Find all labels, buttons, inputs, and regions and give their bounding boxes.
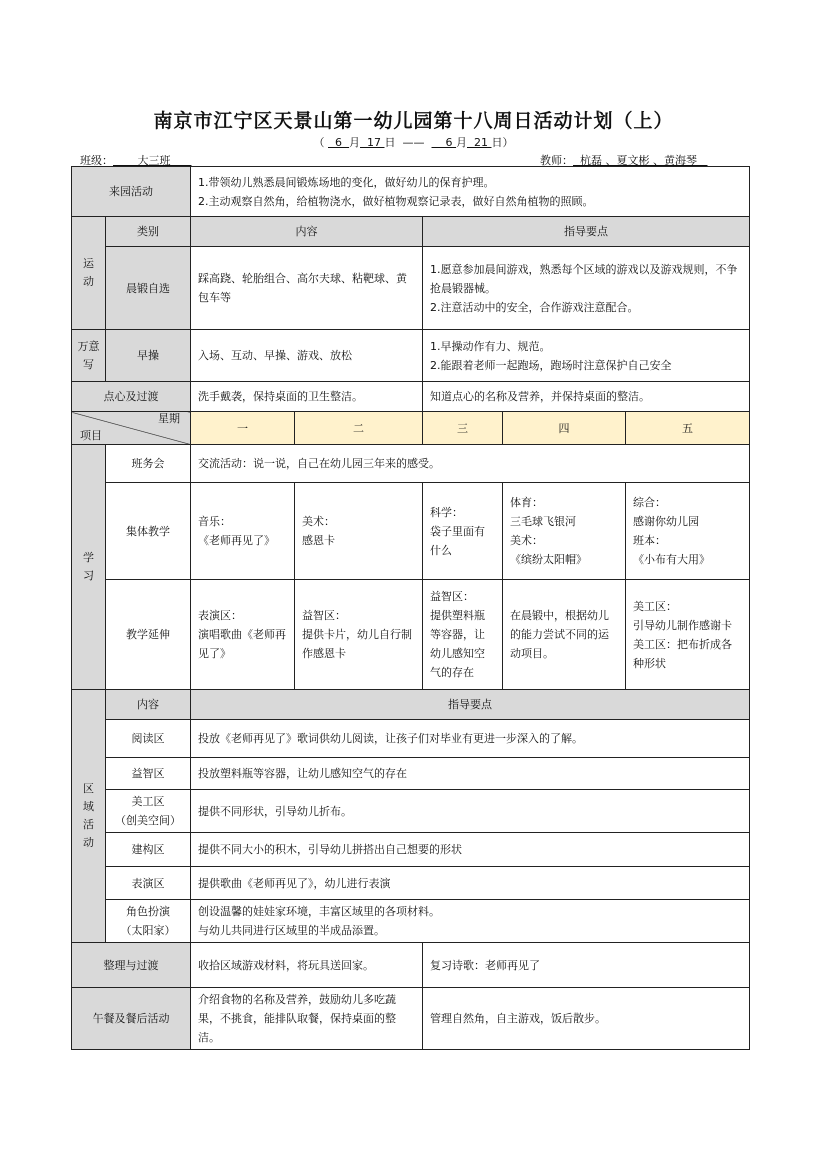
sport-category: 晨锻自选 [106, 247, 191, 330]
group-teaching-cell: 科学： 袋子里面有什么 [423, 483, 503, 580]
morning-content: 入场、互动、早操、游戏、放松 [191, 330, 423, 382]
col-content: 内容 [191, 217, 423, 247]
page-title: 南京市江宁区天景山第一幼儿园第十八周日活动计划（上） [153, 110, 674, 132]
group-teaching-label: 集体教学 [106, 483, 191, 580]
week-corner-header: 星期 项目 [72, 412, 191, 445]
area-text: 提供不同大小的积木，引导幼儿拼搭出自己想要的形状 [191, 833, 750, 867]
area-name: 阅读区 [106, 720, 191, 758]
morning-section-label: 万意 写 [72, 330, 106, 382]
areas-col-points: 指导要点 [191, 690, 750, 720]
areas-section-label: 区 域 活 动 [72, 690, 106, 943]
day-header: 三 [423, 412, 503, 445]
extension-cell: 益智区： 提供卡片，幼儿自行制作感恩卡 [295, 580, 423, 690]
sport-points: 1.愿意参加晨间游戏，熟悉每个区域的游戏以及游戏规则，不争抢晨锻器械。 2.注意活动中的安全，合作游戏注意配合。 [423, 247, 750, 330]
teacher-info: 教师： 杭磊 、夏文彬 、黄海琴 [540, 154, 697, 167]
sport-content: 踩高跷、轮胎组合、高尔夫球、粘靶球、黄包车等 [191, 247, 423, 330]
group-teaching-cell: 美术： 感恩卡 [295, 483, 423, 580]
study-section-label: 学 习 [72, 445, 106, 690]
area-text: 投放塑料瓶等容器，让幼儿感知空气的存在 [191, 758, 750, 790]
snack-label: 点心及过渡 [72, 382, 191, 412]
sport-section-label: 运 动 [72, 217, 106, 330]
meeting-label: 班务会 [106, 445, 191, 483]
morning-category: 早操 [106, 330, 191, 382]
group-teaching-cell: 音乐： 《老师再见了》 [191, 483, 295, 580]
day-header: 一 [191, 412, 295, 445]
area-name: 益智区 [106, 758, 191, 790]
col-points: 指导要点 [423, 217, 750, 247]
teacher-names: 杭磊 、夏文彬 、黄海琴 [580, 154, 697, 167]
day-header: 四 [503, 412, 626, 445]
extension-cell: 在晨锻中，根据幼儿的能力尝试不同的运动项目。 [503, 580, 626, 690]
group-teaching-cell: 体育： 三毛球飞银河 美术： 《缤纷太阳帽》 [503, 483, 626, 580]
day-header: 五 [626, 412, 750, 445]
area-text: 提供不同形状，引导幼儿折布。 [191, 790, 750, 833]
group-teaching-cell: 综合： 感谢你幼儿园 班本： 《小布有大用》 [626, 483, 750, 580]
snack-points: 知道点心的名称及营养，并保持桌面的整洁。 [423, 382, 750, 412]
area-text: 提供歌曲《老师再见了》，幼儿进行表演 [191, 867, 750, 900]
area-name: 表演区 [106, 867, 191, 900]
lunch-content: 介绍食物的名称及营养，鼓励幼儿多吃蔬果，不挑食，能排队取餐，保持桌面的整洁。 [191, 988, 423, 1050]
extension-cell: 益智区： 提供塑料瓶等容器，让幼儿感知空气的存在 [423, 580, 503, 690]
areas-col-content: 内容 [106, 690, 191, 720]
tidy-points: 复习诗歌：老师再见了 [423, 943, 750, 988]
lunch-label: 午餐及餐后活动 [72, 988, 191, 1050]
extension-label: 教学延伸 [106, 580, 191, 690]
extension-cell: 表演区： 演唱歌曲《老师再见了》 [191, 580, 295, 690]
area-name: 美工区 （创美空间） [106, 790, 191, 833]
lunch-points: 管理自然角，自主游戏，饭后散步。 [423, 988, 750, 1050]
date-range: （ 6 月 17 日 —— 6 月 21 日） [313, 136, 514, 149]
tidy-content: 收拾区域游戏材料，将玩具送回家。 [191, 943, 423, 988]
arrival-label: 来园活动 [72, 167, 191, 217]
area-text: 投放《老师再见了》歌词供幼儿阅读，让孩子们对毕业有更进一步深入的了解。 [191, 720, 750, 758]
day-header: 二 [295, 412, 423, 445]
col-category: 类别 [106, 217, 191, 247]
meeting-content: 交流活动：说一说，自己在幼儿园三年来的感受。 [191, 445, 750, 483]
area-text: 创设温馨的娃娃家环境，丰富区域里的各项材料。 与幼儿共同进行区域里的半成品添置。 [191, 900, 750, 943]
tidy-label: 整理与过渡 [72, 943, 191, 988]
area-name: 角色扮演 （太阳家） [106, 900, 191, 943]
class-value: 大三班 [137, 154, 171, 167]
extension-cell: 美工区： 引导幼儿制作感谢卡 美工区：把布折成各种形状 [626, 580, 750, 690]
area-name: 建构区 [106, 833, 191, 867]
morning-points: 1.早操动作有力、规范。 2.能跟着老师一起跑场，跑场时注意保护自己安全 [423, 330, 750, 382]
snack-content: 洗手戴袭，保持桌面的卫生整洁。 [191, 382, 423, 412]
arrival-content: 1.带领幼儿熟悉晨间锻炼场地的变化，做好幼儿的保育护理。 2.主动观察自然角，给植物浇水，做好植物观察记录表，做好自然角植物的照顾。 [191, 167, 750, 217]
class-info: 班级： 大三班 [80, 154, 171, 167]
activity-plan-table [71, 166, 750, 1050]
